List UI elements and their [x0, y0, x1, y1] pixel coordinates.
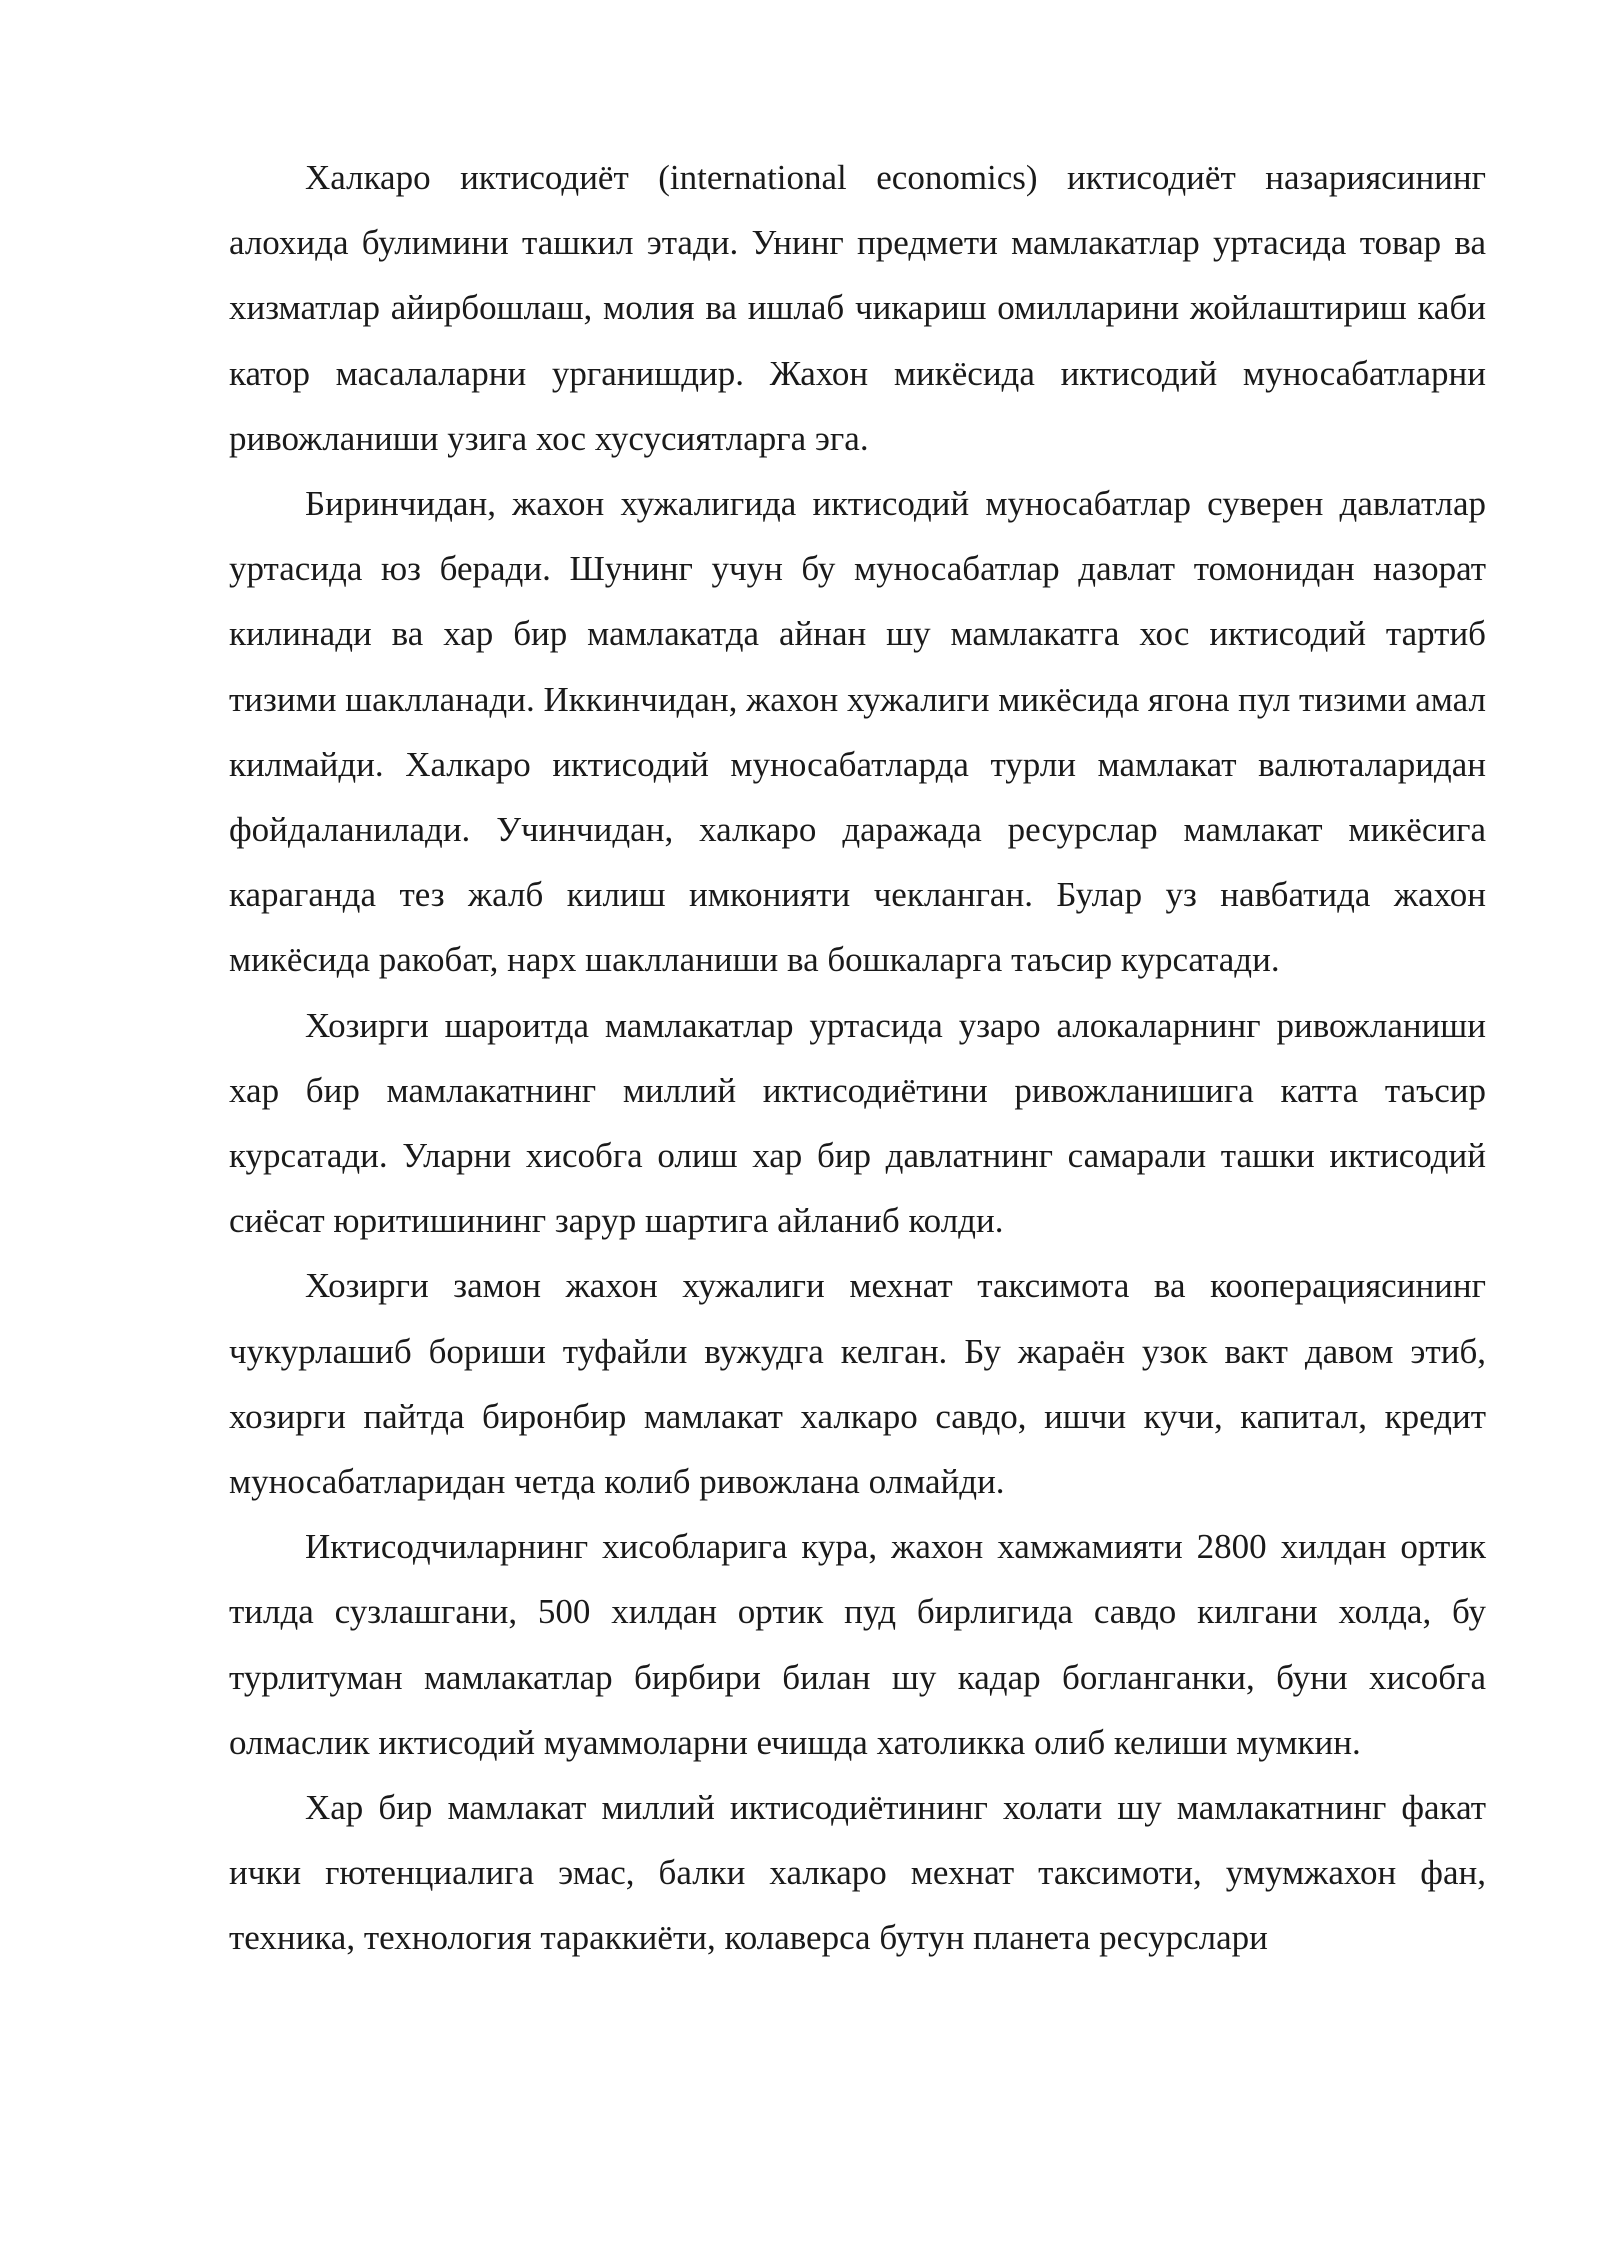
paragraph: Хар бир мамлакат миллий иктисодиётининг холати шу мамлакатнинг факат ички гютенциалига эмас, балки халкаро мехнат таксимоти, умумжахон фан, техника, технология тараккиёти, колаверса бутун планета ресурслари [229, 1788, 1486, 1958]
paragraph: Биринчидан, жахон хужалигида иктисодий муносабатлар суверен давлатлар уртасида юз беради. Шунинг учун бу муносабатлар давлат томонидан назорат килинади ва хар бир мамлакатда айнан шу мамлакатга хос иктисодий тартиб тизими шаклланади. Иккинчидан, жахон хужалиги микёсида ягона пул тизими амал килмайди. Халкаро иктисодий муносабатларда турли мамлакат валюталаридан фойдаланилади. Учинчидан, халкаро даражада ресурслар мамлакат микёсига караганда тез жалб килиш имконияти чекланган. Булар уз навбатида жахон микёсида ракобат, нарх шаклланиши ва бошкаларга таъсир курсатади. [229, 484, 1486, 980]
paragraph: Иктисодчиларнинг хисобларига кура, жахон хамжамияти 2800 хилдан ортик тилда сузлашгани, 500 хилдан ортик пуд бирлигида савдо килгани холда, бу турлитуман мамлакатлар бирбири билан шу кадар богланганки, буни хисобга олмаслик иктисодий муаммоларни ечишда хатоликка олиб келиши мумкин. [229, 1527, 1486, 1762]
document-body [229, 145, 1486, 1971]
paragraph: Халкаро иктисодиёт (international economics) иктисодиёт назариясининг алохида булимини ташкил этади. Унинг предмети мамлакатлар уртасида товар ва хизматлар айирбошлаш, молия ва ишлаб чикариш омилларини жойлаштириш каби катор масалаларни урганишдир. Жахон микёсида иктисодий муносабатларни ривожланиши узига хос хусусиятларга эга. [229, 158, 1486, 458]
paragraph: Хозирги замон жахон хужалиги мехнат таксимота ва кооперациясининг чукурлашиб бориши туфайли вужудга келган. Бу жараён узок вакт давом этиб, хозирги пайтда биронбир мамлакат халкаро савдо, ишчи кучи, капитал, кредит муносабатларидан четда колиб ривожлана олмайди. [229, 1266, 1486, 1502]
paragraph: Хозирги шароитда мамлакатлар уртасида узаро алокаларнинг ривожланиши хар бир мамлакатнинг миллий иктисодиётини ривожланишига катта таъсир курсатади. Уларни хисобга олиш хар бир давлатнинг самарали ташки иктисодий сиёсат юритишининг зарур шартига айланиб колди. [229, 1005, 1486, 1241]
